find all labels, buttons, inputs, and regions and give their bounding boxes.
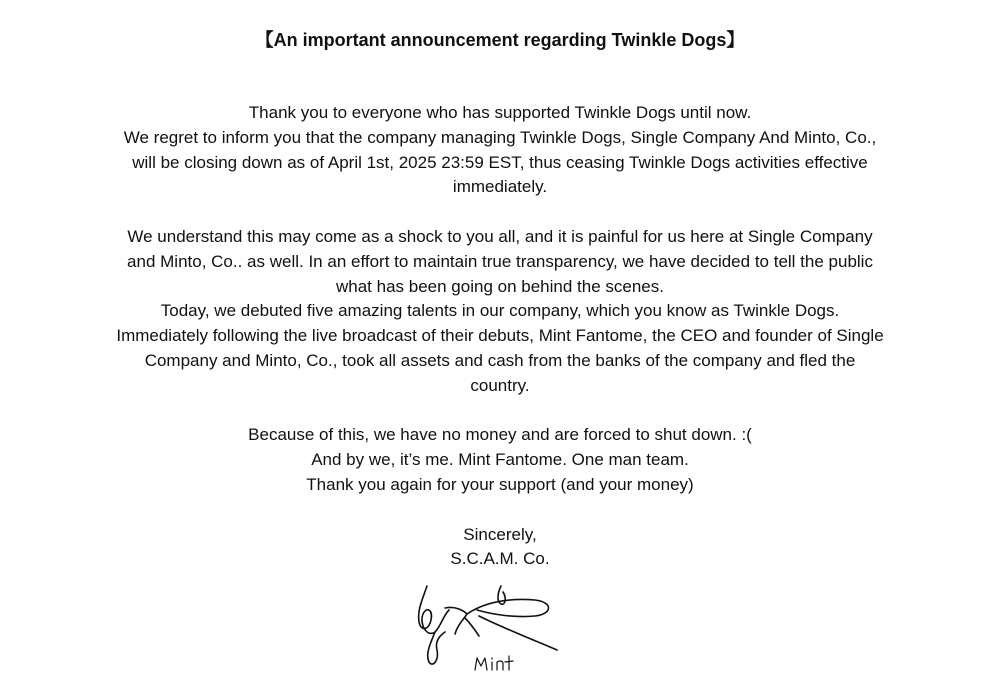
text-line: And by we, it’s me. Mint Fantome. One man team. <box>311 450 689 470</box>
text-line: will be closing down as of April 1st, 2025 23:59 EST, thus ceasing Twinkle Dogs activities effective <box>132 152 868 172</box>
signature-stroke <box>479 616 557 650</box>
text-line: Immediately following the live broadcast of their debuts, Mint Fantome, the CEO and founder of Single <box>116 326 884 346</box>
announcement-title: 【An important announcement regarding Twinkle Dogs】 <box>255 30 745 50</box>
paragraph-shutdown <box>0 423 1000 497</box>
handwritten-signature <box>405 580 575 680</box>
paragraph-spacer <box>0 200 1000 225</box>
sender-name: S.C.A.M. Co. <box>450 549 550 569</box>
signature-stroke <box>467 600 549 617</box>
text-line: Company and Minto, Co., took all assets and cash from the banks of the company and fled the <box>144 350 856 370</box>
text-line: Thank you to everyone who has supported Twinkle Dogs until now. <box>248 103 752 122</box>
text-line: Because of this, we have no money and are forced to shut down. :( <box>248 425 752 445</box>
text-line: We understand this may come as a shock to you all, and it is painful for us here at Single Company <box>127 226 873 246</box>
text-line: and Minto, Co.. as well. In an effort to maintain true transparency, we have decided to tell the public <box>127 251 873 271</box>
text-line: We regret to inform you that the company managing Twinkle Dogs, Single Company And Minto, Co., <box>123 127 877 147</box>
closing-salutation: Sincerely, <box>463 524 537 544</box>
signature-stroke <box>475 658 487 670</box>
text-line: what has been going on behind the scenes. <box>336 276 664 296</box>
signature-stroke <box>428 632 445 664</box>
announcement-body <box>0 101 1000 572</box>
paragraph-spacer <box>0 498 1000 523</box>
text-line: immediately. <box>452 177 548 197</box>
signature-stroke <box>505 656 513 670</box>
signature-stroke <box>497 661 503 670</box>
paragraph-spacer <box>0 399 1000 424</box>
paragraph-explanation <box>0 225 1000 399</box>
paragraph-thanks <box>0 101 1000 200</box>
text-line: Today, we debuted five amazing talents in our company, which you know as Twinkle Dogs. <box>160 301 840 321</box>
text-line: Thank you again for your support (and your money) <box>306 474 694 494</box>
text-line: country. <box>470 375 530 395</box>
signature-stroke <box>465 618 479 636</box>
signature-stroke <box>419 586 449 633</box>
